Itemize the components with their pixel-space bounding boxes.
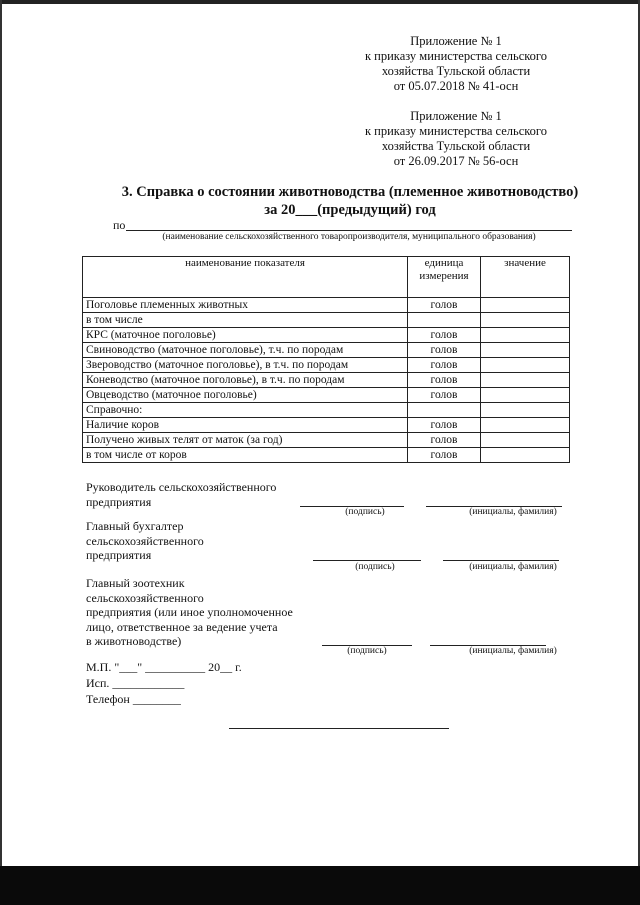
page-top-edge <box>0 0 640 4</box>
table-header-row <box>83 257 570 298</box>
row-value-cell[interactable] <box>481 433 570 448</box>
row-name: КРС (маточное поголовье) <box>83 328 408 343</box>
row-value-cell[interactable] <box>481 343 570 358</box>
zootechnician-label-line2: сельскохозяйственного <box>86 590 204 605</box>
appendix-title: Приложение № 1 <box>410 34 502 48</box>
row-unit: голов <box>408 388 481 403</box>
head-signature-caption: (подпись) <box>345 507 385 517</box>
row-value-cell[interactable] <box>481 373 570 388</box>
table-row <box>83 418 570 433</box>
row-name: Справочно: <box>83 403 408 418</box>
row-unit: голов <box>408 343 481 358</box>
head-label-line2: предприятия <box>86 494 152 509</box>
row-value-cell[interactable] <box>481 448 570 463</box>
head-label <box>86 480 276 509</box>
row-unit: голов <box>408 433 481 448</box>
row-name: Свиноводство (маточное поголовье), т.ч. по породам <box>83 343 408 358</box>
stamp-date-line[interactable]: М.П. "___" __________ 20__ г. <box>86 660 242 674</box>
table-row <box>83 388 570 403</box>
zootechnician-label-line1: Главный зоотехник <box>86 576 185 590</box>
accountant-signature-field[interactable] <box>313 560 421 561</box>
header-unit: единица измерения <box>408 257 481 298</box>
producer-prefix: по <box>113 218 126 232</box>
zootechnician-label <box>86 576 293 649</box>
accountant-initials-caption: (инициалы, фамилия) <box>469 562 557 572</box>
executor-line[interactable]: Исп. ____________ <box>86 676 185 690</box>
zootechnician-label-line3: предприятия (или иное уполномоченное <box>86 605 293 619</box>
header-value: значение <box>481 257 570 298</box>
row-value-cell[interactable] <box>481 403 570 418</box>
row-name: Звероводство (маточное поголовье), в т.ч. по породам <box>83 358 408 373</box>
table-row <box>83 313 570 328</box>
row-value-cell[interactable] <box>481 298 570 313</box>
row-name: Получено живых телят от маток (за год) <box>83 433 408 448</box>
zootechnician-label-line4: лицо, ответственное за ведение учета <box>86 619 278 634</box>
table-row <box>83 328 570 343</box>
row-unit: голов <box>408 328 481 343</box>
row-unit: голов <box>408 418 481 433</box>
row-unit: голов <box>408 298 481 313</box>
zootechnician-initials-caption: (инициалы, фамилия) <box>469 646 557 656</box>
appendix-date-line: от 26.09.2017 № 56-осн <box>393 154 519 168</box>
table-row <box>83 298 570 313</box>
row-unit: голов <box>408 358 481 373</box>
row-name: Поголовье племенных животных <box>83 298 408 313</box>
table-row <box>83 343 570 358</box>
row-value-cell[interactable] <box>481 313 570 328</box>
accountant-initials-field[interactable] <box>443 560 559 561</box>
phone-line[interactable]: Телефон ________ <box>86 692 181 706</box>
row-value-cell[interactable] <box>481 418 570 433</box>
row-unit: голов <box>408 373 481 388</box>
appendix-order-line: к приказу министерства сельского <box>364 124 547 138</box>
appendix-ministry-line: хозяйства Тульской области <box>381 64 531 78</box>
zootechnician-signature-caption: (подпись) <box>347 646 387 656</box>
document-title <box>60 183 640 219</box>
bottom-divider <box>229 728 449 729</box>
table-row <box>83 448 570 463</box>
table-row <box>83 373 570 388</box>
header-indicator-name: наименование показателя <box>83 257 408 298</box>
zootechnician-label-line5: в животноводстве) <box>86 634 182 648</box>
indicators-table <box>82 256 570 463</box>
row-name: в том числе <box>83 313 408 328</box>
appendix-order-line: к приказу министерства сельского <box>364 49 547 63</box>
producer-caption: (наименование сельскохозяйственного товаропроизводителя, муниципального образования) <box>162 232 536 242</box>
accountant-signature-caption: (подпись) <box>355 562 395 572</box>
producer-name-field[interactable] <box>126 230 572 231</box>
head-initials-caption: (инициалы, фамилия) <box>469 507 557 517</box>
row-value-cell[interactable] <box>481 358 570 373</box>
document-title-line2: за 20___(предыдущий) год <box>264 202 436 218</box>
appendix-date-line: от 05.07.2018 № 41-осн <box>393 79 519 93</box>
accountant-label <box>86 519 204 563</box>
row-value-cell[interactable] <box>481 388 570 403</box>
head-label-line1: Руководитель сельскохозяйственного <box>86 480 277 494</box>
accountant-label-line3: предприятия <box>86 548 152 562</box>
row-unit <box>408 403 481 418</box>
appendix-ministry-line: хозяйства Тульской области <box>381 139 531 153</box>
table-row <box>83 433 570 448</box>
row-value-cell[interactable] <box>481 328 570 343</box>
appendix-block-2018 <box>352 34 560 94</box>
row-name: Овцеводство (маточное поголовье) <box>83 388 408 403</box>
appendix-title: Приложение № 1 <box>410 109 502 123</box>
table-row <box>83 358 570 373</box>
document-title-line1: 3. Справка о состоянии животноводства (племенное животноводство) <box>121 184 579 200</box>
table-row <box>83 403 570 418</box>
row-name: в том числе от коров <box>83 448 408 463</box>
page-left-edge <box>0 0 2 905</box>
row-name: Наличие коров <box>83 418 408 433</box>
accountant-label-line2: сельскохозяйственного <box>86 533 204 548</box>
row-unit: голов <box>408 448 481 463</box>
scan-bottom-border <box>0 866 640 905</box>
appendix-block-2017 <box>352 109 560 169</box>
accountant-label-line1: Главный бухгалтер <box>86 519 184 533</box>
row-name: Коневодство (маточное поголовье), в т.ч. по породам <box>83 373 408 388</box>
row-unit <box>408 313 481 328</box>
